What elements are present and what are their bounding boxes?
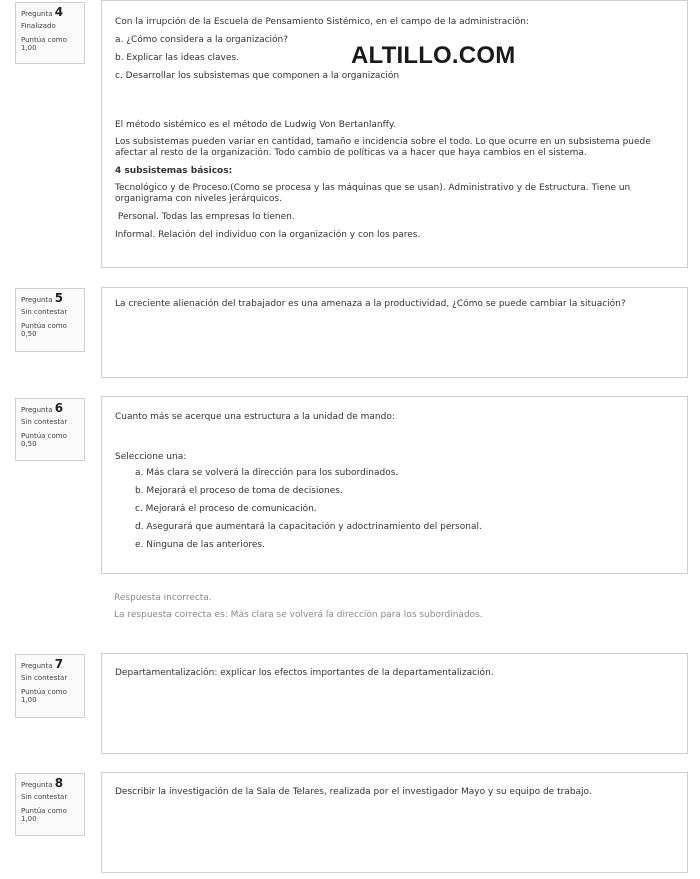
answer-option-e[interactable]: e. Ninguna de las anteriores.	[135, 540, 265, 550]
question-prompt: La creciente alienación del trabajador es una amenaza a la productividad, ¿Cómo se puede cambiar la situación?	[115, 299, 626, 309]
answer-paragraph-5: Informal. Relación del individuo con la organización y con los pares.	[115, 230, 421, 240]
question-prompt: Describir la investigación de la Sala de Telares, realizada por el investigador Mayo y su equipo de trabajo.	[115, 787, 592, 797]
answer-option-a[interactable]: a. Más clara se volverá la dirección para los subordinados.	[135, 468, 399, 478]
answer-options	[115, 464, 674, 554]
question-content-5[interactable]	[101, 287, 688, 378]
feedback-incorrect: Respuesta incorrecta.	[114, 593, 212, 603]
question-content-7[interactable]	[101, 653, 688, 754]
question-number: Pregunta 4	[21, 5, 64, 19]
question-info-4	[15, 2, 85, 64]
question-grade-label: Puntúa como	[21, 36, 67, 44]
answer-paragraph-2: Los subsistemas pueden variar en cantidad, tamaño e incidencia sobre el todo. Lo que ocurre en un subsistema puede afectar al resto de la organización. Todo cambio de políticas va a hacer que haya cambios en el sistema.	[115, 137, 651, 158]
question-state: Sin contestar	[21, 418, 68, 426]
question-info-6	[15, 398, 85, 461]
question-grade-value: 0,50	[21, 440, 37, 448]
question-grade-value: 1,00	[21, 44, 37, 52]
question-number: Pregunta 5	[21, 291, 64, 305]
question-prompt: Cuanto más se acerque una estructura a la unidad de mando:	[115, 412, 395, 422]
question-grade-label: Puntúa como	[21, 688, 67, 696]
question-info-5	[15, 288, 85, 352]
answer-option-c[interactable]: c. Mejorará el proceso de comunicación.	[135, 504, 317, 514]
question-grade-value: 0,50	[21, 330, 37, 338]
question-item-a: a. ¿Cómo considera a la organización?	[115, 35, 289, 45]
question-prompt: Con la irrupción de la Escuela de Pensamiento Sistémico, en el campo de la administración:	[115, 17, 529, 27]
answer-paragraph-1: El método sistémico es el método de Ludwig Von Bertanlanffy.	[115, 120, 396, 130]
question-state: Finalizado	[21, 22, 56, 30]
question-info-8	[15, 773, 85, 836]
question-item-c: c. Desarrollar los subsistemas que componen a la organización	[115, 71, 400, 81]
question-number: Pregunta 8	[21, 776, 64, 790]
question-grade-label: Puntúa como	[21, 322, 67, 330]
question-grade-label: Puntúa como	[21, 432, 67, 440]
question-content-6	[101, 396, 688, 574]
select-label: Seleccione una:	[115, 452, 187, 462]
answer-paragraph-3: Tecnológico y de Proceso.(Como se procesa y las máquinas que se usan). Administrativo y de Estructura. Tiene un organigrama con niveles jerárquicos.	[115, 183, 631, 204]
watermark-logo: ALTILLO.COM	[351, 42, 516, 69]
question-grade-value: 1,00	[21, 815, 37, 823]
feedback-correct-answer: La respuesta correcta es: Más clara se volverá la dirección para los subordinados.	[114, 610, 483, 620]
answer-heading: 4 subsistemas básicos:	[115, 166, 233, 176]
question-state: Sin contestar	[21, 793, 68, 801]
question-info-7	[15, 654, 85, 718]
question-item-b: b. Explicar las ideas claves.	[115, 53, 239, 63]
question-state: Sin contestar	[21, 308, 68, 316]
question-content-8[interactable]	[101, 772, 688, 873]
question-state: Sin contestar	[21, 674, 68, 682]
question-content-4	[101, 0, 688, 268]
question-number: Pregunta 7	[21, 657, 64, 671]
answer-option-d[interactable]: d. Asegurará que aumentará la capacitación y adoctrinamiento del personal.	[135, 522, 482, 532]
answer-option-b[interactable]: b. Mejorará el proceso de toma de decisiones.	[135, 486, 343, 496]
question-number: Pregunta 6	[21, 401, 64, 415]
question-prompt: Departamentalización: explicar los efectos importantes de la departamentalización.	[115, 668, 494, 678]
question-grade-label: Puntúa como	[21, 807, 67, 815]
question-grade-value: 1,00	[21, 696, 37, 704]
answer-paragraph-4: Personal. Todas las empresas lo tienen.	[115, 212, 295, 222]
